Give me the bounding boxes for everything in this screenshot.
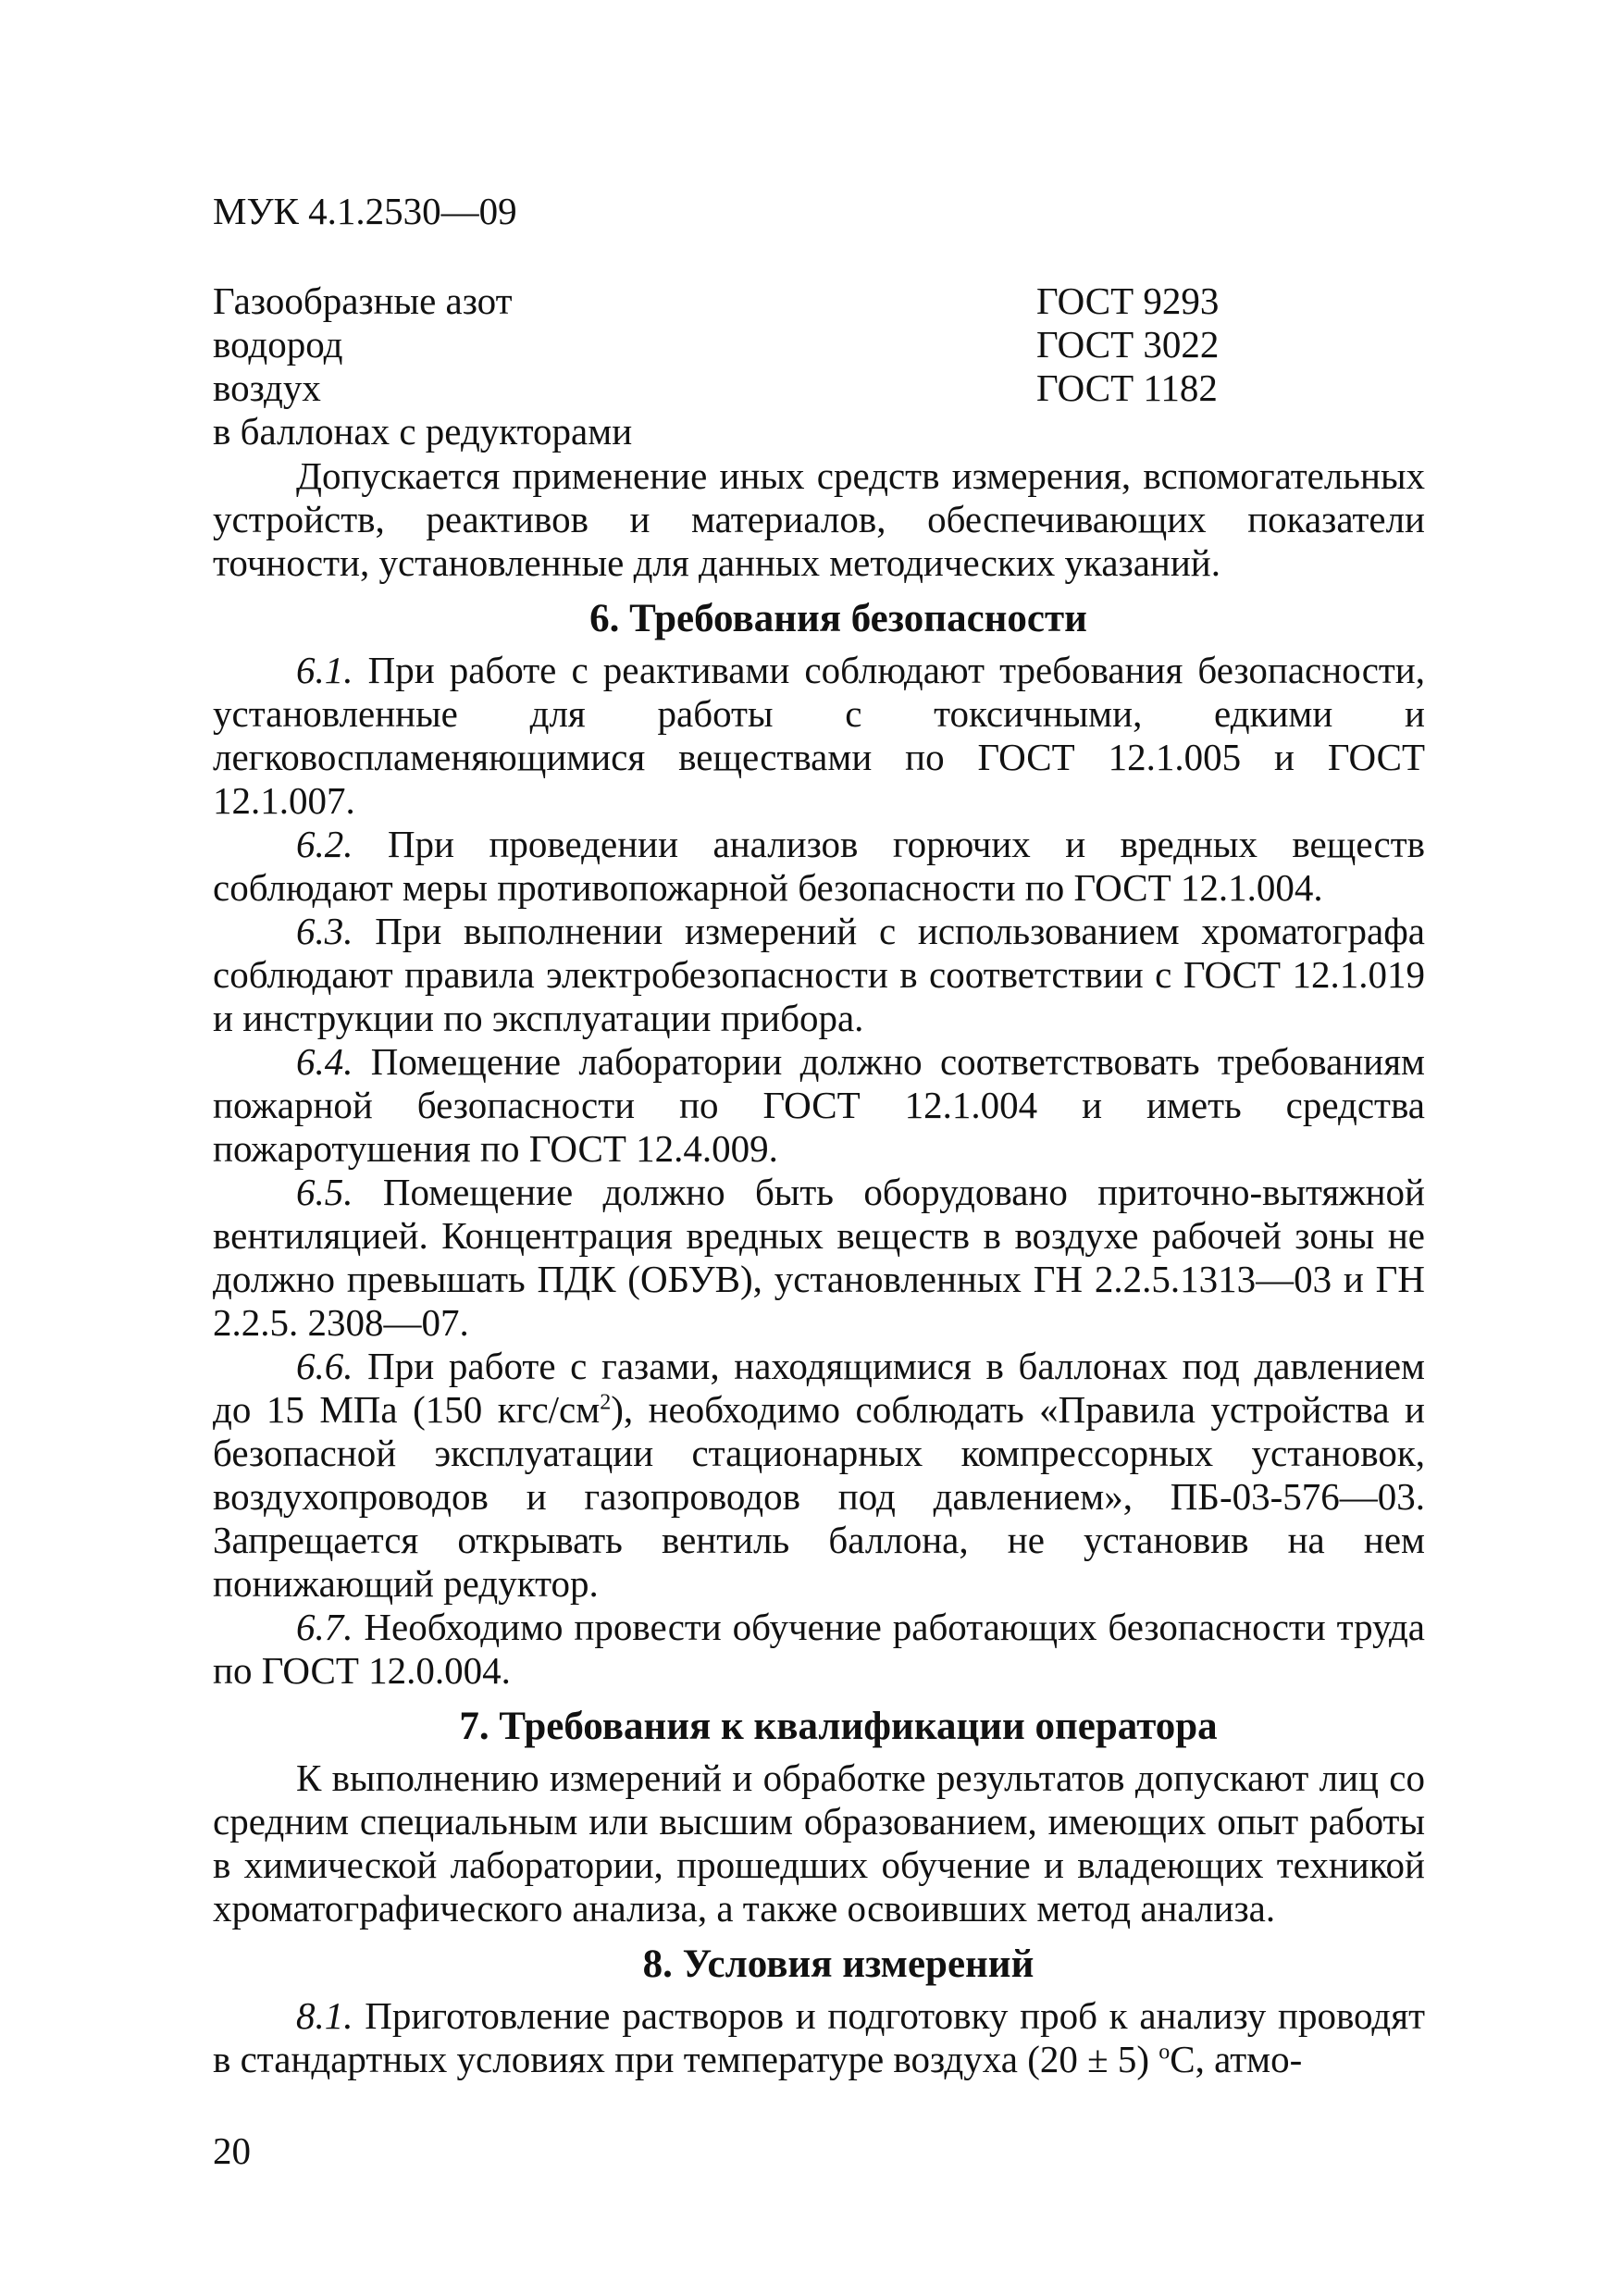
- gas-standard: ГОСТ 3022: [1036, 323, 1220, 366]
- clause-text: При выполнении измерений с использованием хроматографа соблюдают правила электробезопасности в соответствии с ГОСТ 12.1.019 и инструкции по эксплуатации прибора.: [213, 910, 1426, 1039]
- clause-number: 6.2.: [296, 823, 353, 865]
- clause-6-1: [213, 649, 1425, 823]
- clause-text: Помещение лаборатории должно соответствовать требованиям пожарной безопасности по ГОСТ 12.1.004 и иметь средства пожаротушения по ГОСТ 12.4.009.: [213, 1040, 1425, 1170]
- clause-number: 6.3.: [296, 910, 353, 952]
- section-8-title: 8. Условия измерений: [642, 1942, 1035, 1986]
- gas-row: [213, 410, 1258, 453]
- clause-text: Помещение должно быть оборудовано приточно-вытяжной вентиляцией. Концентрация вредных веществ в воздухе рабочей зоны не должно превышать ПДК (ОБУВ), установленных ГН 2.2.5.1313—03 и ГН 2.2.5. 2308—07.: [213, 1171, 1425, 1344]
- clause-6-2: [213, 823, 1425, 910]
- clause-number: 8.1.: [296, 1994, 353, 2037]
- document-body: [213, 454, 1425, 2081]
- clause-text: При работе с реактивами соблюдают требования безопасности, установленные для работы с токсичными, едкими и легковоспламеняющимися веществами по ГОСТ 12.1.005 и ГОСТ 12.1.007.: [213, 649, 1425, 822]
- gas-name: Газообразные азот: [213, 279, 513, 322]
- clause-number: 6.1.: [296, 649, 353, 691]
- section-7-title: 7. Требования к квалификации оператора: [459, 1705, 1218, 1748]
- page-number: 20: [213, 2129, 251, 2172]
- clause-8-1: [213, 1994, 1425, 2081]
- clause-number: 6.6.: [296, 1345, 353, 1387]
- clause-text: Приготовление растворов и подготовку проб к анализу проводят в стандартных условиях при температуре воздуха (20 ± 5): [213, 1994, 1425, 2080]
- gas-row: [213, 279, 1258, 323]
- section-6-title: 6. Требования безопасности: [589, 597, 1087, 640]
- gas-row: [213, 323, 1258, 366]
- gas-standard: ГОСТ 1182: [1036, 366, 1218, 409]
- gas-name: воздух: [213, 366, 321, 409]
- clause-text: При работе с газами, находящимися в баллонах под давлением до 15 МПа (150 кгс/см: [213, 1345, 1426, 1431]
- clause-6-3: [213, 910, 1425, 1040]
- document-code: МУК 4.1.2530—09: [213, 190, 517, 232]
- gas-name: водород: [213, 323, 343, 366]
- clause-text: С, атмо-: [1170, 2038, 1303, 2080]
- clause-text: При проведении анализов горючих и вредных веществ соблюдают меры противопожарной безопасности по ГОСТ 12.1.004.: [213, 823, 1426, 909]
- clause-text: Необходимо провести обучение работающих безопасности труда по ГОСТ 12.0.004.: [213, 1606, 1425, 1692]
- clause-6-4: [213, 1040, 1425, 1171]
- clause-number: 6.5.: [296, 1171, 353, 1213]
- clause-6-5: [213, 1171, 1425, 1345]
- clause-number: 6.4.: [296, 1040, 353, 1083]
- gas-row: [213, 366, 1258, 410]
- clause-6-6: [213, 1345, 1425, 1606]
- gas-standard: ГОСТ 9293: [1036, 279, 1220, 322]
- superscript: 2: [600, 1390, 612, 1415]
- gases-list: [213, 279, 1258, 453]
- section-7-text: К выполнению измерений и обработке результатов допускают лиц со средним специальным или высшим образованием, имеющих опыт работы в химической лаборатории, прошедших обучение и владеющих техникой хроматографического анализа, а также освоивших метод анализа.: [213, 1756, 1425, 1930]
- clause-text: ), необходимо соблюдать «Правила устройства и безопасной эксплуатации стационарных компрессорных установок, воздухопроводов и газопроводов под давлением», ПБ-03-576—03. Запрещается открывать вентиль баллона, не установив на нем понижающий редуктор.: [213, 1388, 1425, 1605]
- allowance-paragraph: Допускается применение иных средств измерения, вспомогательных устройств, реактивов и материалов, обеспечивающих показатели точности, установленные для данных методических указаний.: [213, 454, 1425, 584]
- degree-superscript: o: [1158, 2040, 1171, 2065]
- gas-name: в баллонах с редукторами: [213, 410, 633, 453]
- clause-6-7: [213, 1606, 1425, 1693]
- clause-number: 6.7.: [296, 1606, 353, 1648]
